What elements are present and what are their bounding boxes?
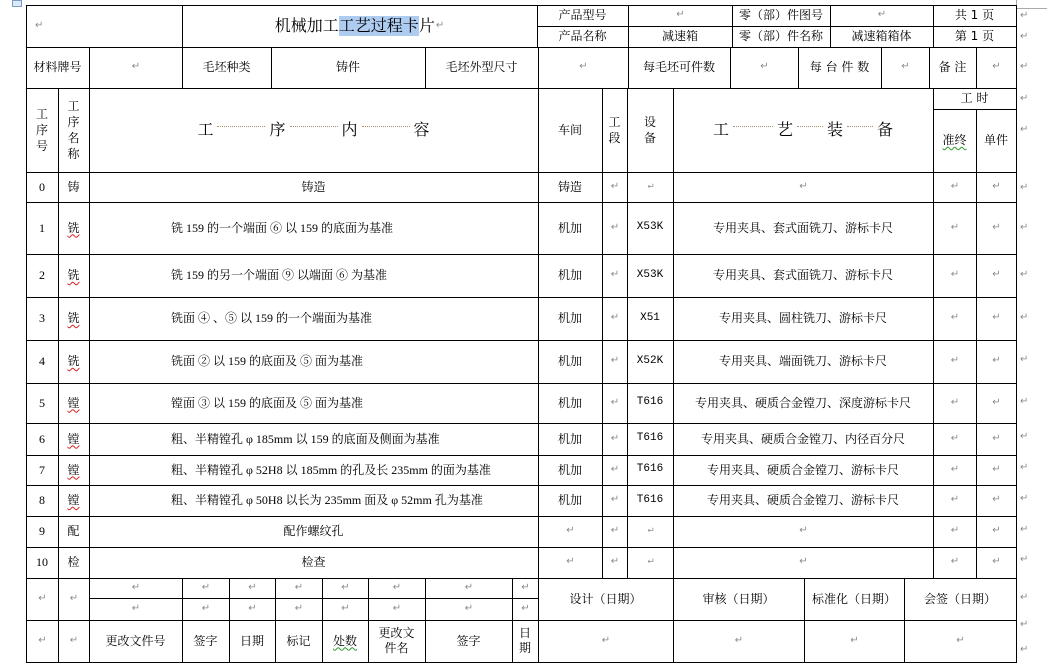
op-section[interactable]: ↵ bbox=[610, 180, 620, 192]
op-unit-time[interactable]: ↵ bbox=[992, 221, 1001, 233]
paragraph-mark-icon: ↵ bbox=[1020, 10, 1029, 21]
op-tooling[interactable]: 专用夹具、硬质合金镗刀、游标卡尺 bbox=[706, 462, 899, 477]
op-equipment[interactable]: X53K bbox=[636, 221, 664, 234]
op-number: 4 bbox=[39, 354, 45, 368]
op-tooling[interactable]: 专用夹具、硬质合金镗刀、内径百分尺 bbox=[700, 431, 905, 446]
op-name: 配 bbox=[67, 524, 80, 538]
op-name: 铸 bbox=[67, 179, 80, 194]
op-content[interactable]: 铣面 ④ 、⑤ 以 159 的一个端面为基准 bbox=[171, 311, 373, 325]
part-name-label: 零（部）件名称 bbox=[738, 29, 823, 43]
remarks-label: 备 注 bbox=[938, 60, 967, 74]
op-content[interactable]: 粗、半精镗孔 φ 50H8 以长为 235mm 面及 φ 52mm 孔为基准 bbox=[171, 493, 483, 507]
page-number: 第 1 页 bbox=[954, 29, 995, 43]
op-tooling[interactable]: 专用夹具、端面铣刀、游标卡尺 bbox=[718, 354, 887, 368]
op-content[interactable]: 粗、半精镗孔 φ 185mm 以 159 的底面及侧面为基准 bbox=[171, 431, 440, 446]
op-name: 镗 bbox=[67, 431, 80, 446]
op-equipment[interactable]: ↵ bbox=[647, 556, 654, 568]
mark-label: 标记 bbox=[286, 633, 311, 648]
revision-cell[interactable]: ↵ bbox=[131, 581, 141, 593]
op-tooling[interactable]: 专用夹具、套式面铣刀、游标卡尺 bbox=[712, 220, 893, 235]
op-unit-time[interactable]: ↵ bbox=[992, 355, 1001, 367]
op-name: 镗 bbox=[67, 462, 80, 477]
paragraph-mark-icon: ↵ bbox=[1020, 396, 1029, 407]
op-workshop[interactable]: ↵ bbox=[566, 525, 575, 537]
paragraph-mark-icon: ↵ bbox=[1020, 524, 1029, 535]
op-section[interactable]: ↵ bbox=[610, 494, 620, 506]
op-number: 10 bbox=[36, 555, 48, 569]
op-tooling[interactable]: 专用夹具、圆柱铣刀、游标卡尺 bbox=[718, 311, 887, 325]
op-setup-time[interactable]: ↵ bbox=[950, 396, 960, 408]
op-name: 铣 bbox=[67, 268, 80, 282]
op-unit-time[interactable]: ↵ bbox=[992, 494, 1001, 506]
op-tooling[interactable]: ↵ bbox=[799, 525, 808, 537]
paragraph-mark-icon: ↵ bbox=[1020, 312, 1029, 323]
revision-cell[interactable]: ↵ bbox=[341, 581, 350, 593]
op-content[interactable]: 检查 bbox=[301, 555, 326, 569]
parts-per-unit-label: 每 台 件 数 bbox=[809, 60, 870, 74]
parts-per-unit-value[interactable]: ↵ bbox=[901, 61, 910, 73]
date-label: 日期 bbox=[239, 633, 264, 648]
op-equipment[interactable]: T616 bbox=[636, 463, 664, 476]
col-header-unit-time: 单件 bbox=[983, 133, 1008, 147]
col-header-hours: 工 时 bbox=[960, 91, 989, 105]
page-title[interactable]: 机械加工 工艺过程卡 片 ↵ bbox=[274, 16, 445, 35]
blank-size-label: 毛坯外型尺寸 bbox=[445, 60, 518, 74]
op-workshop[interactable]: 机加 bbox=[557, 493, 582, 507]
op-workshop[interactable]: 机加 bbox=[557, 311, 582, 325]
paragraph-mark-icon: ↵ bbox=[1020, 619, 1029, 630]
op-equipment[interactable]: T616 bbox=[636, 493, 664, 506]
parts-per-blank-value[interactable]: ↵ bbox=[760, 61, 769, 73]
col-header-op-name: 工 序 名 称 bbox=[67, 98, 80, 162]
op-section[interactable]: ↵ bbox=[610, 396, 620, 408]
revision-cell[interactable]: ↵ bbox=[341, 602, 350, 614]
op-setup-time[interactable]: ↵ bbox=[950, 494, 960, 506]
op-tooling[interactable]: 专用夹具、套式面铣刀、游标卡尺 bbox=[712, 268, 893, 282]
op-equipment[interactable]: X51 bbox=[640, 311, 660, 324]
change-doc-name-label: 更改文件名 bbox=[378, 626, 415, 655]
op-section[interactable]: ↵ bbox=[610, 269, 620, 281]
col-header-equipment: 设 备 bbox=[643, 114, 656, 145]
op-number: 9 bbox=[39, 524, 45, 538]
op-name: 检 bbox=[67, 555, 80, 569]
revision-cell[interactable]: ↵ bbox=[248, 581, 257, 593]
standardize-date-label: 标准化（日期） bbox=[811, 591, 896, 606]
title-prefix: 机械加工 bbox=[274, 16, 339, 35]
paragraph-mark-icon: ↵ bbox=[1020, 269, 1029, 280]
op-number: 0 bbox=[39, 179, 45, 194]
parts-per-blank-label: 每毛坯可件数 bbox=[642, 60, 715, 74]
col-header-op-content: 工 序 内 容 bbox=[197, 120, 430, 139]
op-section[interactable]: ↵ bbox=[610, 221, 620, 233]
footer-empty-cell[interactable]: ↵ bbox=[38, 634, 47, 646]
op-workshop[interactable]: 机加 bbox=[557, 462, 582, 477]
footer-empty-cell[interactable]: ↵ bbox=[38, 592, 47, 604]
op-setup-time[interactable]: ↵ bbox=[950, 463, 960, 475]
op-tooling[interactable]: ↵ bbox=[799, 180, 808, 192]
op-name: 铣 bbox=[67, 220, 80, 235]
paragraph-mark-icon: ↵ bbox=[1020, 31, 1029, 42]
design-date-field[interactable]: ↵ bbox=[601, 634, 611, 646]
op-workshop[interactable]: 机加 bbox=[557, 354, 582, 368]
change-doc-no-label: 更改文件号 bbox=[105, 633, 166, 648]
op-section[interactable]: ↵ bbox=[610, 355, 620, 367]
revision-cell[interactable]: ↵ bbox=[464, 602, 474, 614]
paragraph-mark-icon: ↵ bbox=[1020, 93, 1029, 104]
op-workshop[interactable]: 机加 bbox=[557, 431, 582, 446]
countersign-date-field[interactable]: ↵ bbox=[956, 634, 965, 646]
col-header-setup-time: 准终 bbox=[942, 133, 967, 147]
op-tooling[interactable]: ↵ bbox=[799, 556, 808, 568]
op-name: 镗 bbox=[67, 395, 80, 410]
part-name-value[interactable]: 减速箱箱体 bbox=[851, 29, 912, 43]
blank-size-value[interactable]: ↵ bbox=[579, 61, 588, 73]
product-name-label: 产品名称 bbox=[558, 29, 607, 43]
revision-cell[interactable]: ↵ bbox=[392, 602, 402, 614]
op-setup-time[interactable]: ↵ bbox=[950, 525, 960, 537]
table-move-handle[interactable] bbox=[12, 0, 22, 7]
paragraph-mark-icon: ↵ bbox=[1020, 592, 1029, 603]
op-content[interactable]: 配作螺纹孔 bbox=[283, 524, 344, 538]
footer-empty-cell[interactable]: ↵ bbox=[69, 592, 79, 604]
op-workshop[interactable]: 机加 bbox=[557, 395, 582, 410]
revision-cell[interactable]: ↵ bbox=[392, 581, 402, 593]
op-number: 7 bbox=[39, 462, 45, 477]
material-grade-value[interactable]: ↵ bbox=[131, 61, 141, 73]
col-header-tooling: 工 艺 装 备 bbox=[712, 120, 894, 139]
op-unit-time[interactable]: ↵ bbox=[992, 269, 1001, 281]
logo-cell[interactable]: ↵ bbox=[35, 19, 44, 31]
op-workshop[interactable]: 铸造 bbox=[557, 179, 582, 194]
blank-type-label: 毛坯种类 bbox=[202, 60, 251, 74]
paragraph-mark-icon: ↵ bbox=[1020, 182, 1029, 193]
paragraph-mark-icon: ↵ bbox=[1020, 354, 1029, 365]
part-drawing-no-label: 零（部）件图号 bbox=[738, 8, 823, 22]
footer-empty-cell[interactable]: ↵ bbox=[69, 634, 79, 646]
paragraph-mark-icon: ↵ bbox=[1020, 124, 1029, 135]
op-setup-time[interactable]: ↵ bbox=[950, 269, 960, 281]
product-model-value[interactable]: ↵ bbox=[676, 9, 685, 21]
signature-label: 签字 bbox=[193, 633, 218, 648]
revision-cell[interactable]: ↵ bbox=[464, 581, 474, 593]
revision-cell[interactable]: ↵ bbox=[131, 602, 141, 614]
op-equipment[interactable]: ↵ bbox=[647, 525, 654, 537]
review-date-label: 审核（日期） bbox=[702, 591, 775, 606]
op-equipment[interactable]: X52K bbox=[636, 354, 664, 367]
op-equipment[interactable]: T616 bbox=[636, 396, 664, 409]
op-equipment[interactable]: ↵ bbox=[647, 180, 654, 192]
op-number: 6 bbox=[39, 431, 45, 446]
op-workshop[interactable]: 机加 bbox=[557, 220, 582, 235]
product-model-label: 产品型号 bbox=[558, 8, 607, 22]
op-section[interactable]: ↵ bbox=[610, 432, 620, 444]
date2-label: 日期 bbox=[518, 626, 531, 655]
product-name-value[interactable]: 减速箱 bbox=[661, 29, 698, 43]
op-name: 铣 bbox=[67, 311, 80, 325]
op-section[interactable]: ↵ bbox=[610, 463, 620, 475]
title-selected-text: 工艺过程卡 bbox=[338, 16, 419, 35]
op-unit-time[interactable]: ↵ bbox=[992, 525, 1001, 537]
signature2-label: 签字 bbox=[456, 633, 481, 648]
revision-cell[interactable]: ↵ bbox=[294, 581, 304, 593]
paragraph-mark-icon: ↵ bbox=[1020, 493, 1029, 504]
op-tooling[interactable]: 专用夹具、硬质合金镗刀、游标卡尺 bbox=[706, 493, 899, 507]
paragraph-mark-icon: ↵ bbox=[1020, 222, 1029, 233]
countersign-date-label: 会签（日期） bbox=[923, 591, 996, 606]
op-content[interactable]: 铣 159 的一个端面 ⑥ 以 159 的底面为基准 bbox=[171, 220, 394, 235]
op-number: 2 bbox=[39, 268, 45, 282]
op-name: 铣 bbox=[67, 354, 80, 368]
remarks-value[interactable]: ↵ bbox=[992, 61, 1001, 73]
paragraph-mark-icon: ↵ bbox=[1020, 554, 1029, 565]
paragraph-mark-icon: ↵ bbox=[1020, 644, 1029, 655]
paragraph-mark-icon: ↵ bbox=[1020, 61, 1029, 72]
revision-cell[interactable]: ↵ bbox=[521, 602, 530, 614]
title-suffix: 片 bbox=[418, 16, 435, 35]
revision-cell[interactable]: ↵ bbox=[201, 602, 211, 614]
revision-cell[interactable]: ↵ bbox=[248, 602, 257, 614]
op-workshop[interactable]: ↵ bbox=[566, 556, 575, 568]
op-unit-time[interactable]: ↵ bbox=[992, 432, 1001, 444]
col-header-workshop: 车间 bbox=[557, 122, 582, 137]
op-tooling[interactable]: 专用夹具、硬质合金镗刀、深度游标卡尺 bbox=[694, 395, 911, 410]
op-number: 1 bbox=[39, 220, 45, 235]
op-content[interactable]: 铣 159 的另一个端面 ⑨ 以端面 ⑥ 为基准 bbox=[171, 268, 388, 282]
op-setup-time[interactable]: ↵ bbox=[950, 180, 960, 192]
col-header-section: 工 段 bbox=[608, 114, 621, 145]
count-label: 处数 bbox=[332, 633, 357, 648]
op-section[interactable]: ↵ bbox=[610, 556, 620, 568]
op-content[interactable]: 粗、半精镗孔 φ 52H8 以 185mm 的孔及长 235mm 的面为基准 bbox=[171, 462, 491, 477]
design-date-label: 设计（日期） bbox=[569, 591, 642, 606]
op-section[interactable]: ↵ bbox=[610, 525, 620, 537]
op-name: 镗 bbox=[67, 493, 80, 507]
total-pages: 共 1 页 bbox=[954, 8, 995, 22]
op-workshop[interactable]: 机加 bbox=[557, 268, 582, 282]
paragraph-mark-icon: ↵ bbox=[1020, 462, 1029, 473]
revision-cell[interactable]: ↵ bbox=[521, 581, 530, 593]
standardize-date-field[interactable]: ↵ bbox=[850, 634, 859, 646]
part-drawing-no-value[interactable]: ↵ bbox=[877, 9, 887, 21]
op-content[interactable]: 铸造 bbox=[301, 179, 326, 194]
op-setup-time[interactable]: ↵ bbox=[950, 556, 960, 568]
col-header-op-no: 工 序 号 bbox=[35, 106, 48, 154]
op-unit-time[interactable]: ↵ bbox=[992, 312, 1001, 324]
op-number: 3 bbox=[39, 311, 45, 325]
op-setup-time[interactable]: ↵ bbox=[950, 312, 960, 324]
op-setup-time[interactable]: ↵ bbox=[950, 432, 960, 444]
op-number: 8 bbox=[39, 493, 45, 507]
op-unit-time[interactable]: ↵ bbox=[992, 396, 1001, 408]
revision-cell[interactable]: ↵ bbox=[201, 581, 211, 593]
op-unit-time[interactable]: ↵ bbox=[992, 180, 1001, 192]
op-unit-time[interactable]: ↵ bbox=[992, 556, 1001, 568]
op-setup-time[interactable]: ↵ bbox=[950, 221, 960, 233]
op-number: 5 bbox=[39, 395, 45, 410]
op-unit-time[interactable]: ↵ bbox=[992, 463, 1001, 475]
op-setup-time[interactable]: ↵ bbox=[950, 355, 960, 367]
op-equipment[interactable]: X53K bbox=[636, 268, 664, 281]
review-date-field[interactable]: ↵ bbox=[734, 634, 744, 646]
paragraph-mark-icon: ↵ bbox=[1020, 431, 1029, 442]
op-content[interactable]: 镗面 ③ 以 159 的底面及 ⑤ 面为基准 bbox=[171, 395, 364, 410]
page-corner-mark bbox=[1016, 0, 1047, 9]
revision-cell[interactable]: ↵ bbox=[294, 602, 304, 614]
op-section[interactable]: ↵ bbox=[610, 312, 620, 324]
op-equipment[interactable]: T616 bbox=[636, 432, 664, 445]
blank-type-value[interactable]: 铸件 bbox=[335, 60, 360, 74]
material-grade-label: 材料牌号 bbox=[33, 60, 82, 74]
op-content[interactable]: 铣面 ② 以 159 的底面及 ⑤ 面为基准 bbox=[171, 354, 364, 368]
